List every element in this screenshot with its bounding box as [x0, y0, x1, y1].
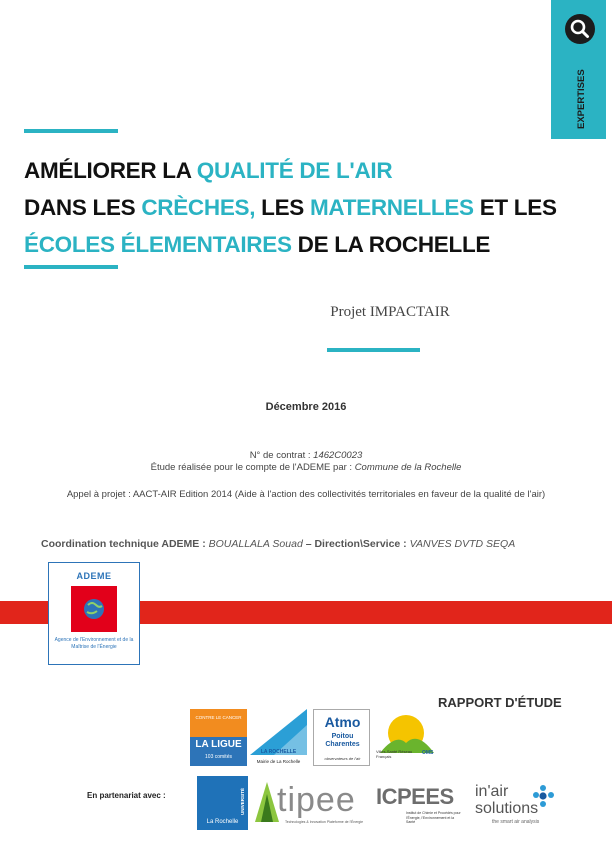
title-line-2	[24, 189, 564, 226]
title-line2-segment: ET LES	[473, 195, 557, 220]
icpees-caption: Institut de Chimie et Procédés pour l'Énergie, l'Environnement et la Santé	[406, 811, 461, 824]
title-line3-segment: ÉCOLES ÉLEMENTAIRES	[24, 232, 292, 257]
partner-label: En partenariat avec :	[87, 791, 166, 800]
title-line3-segment: DE LA ROCHELLE	[291, 232, 491, 257]
call-for-projects: Appel à projet : AACT-AIR Edition 2014 (Aide à l'action des collectivités territoriales en faveur de la qualité de l'air)	[66, 489, 546, 500]
atmo-region: Poitou Charentes	[325, 733, 360, 748]
ligue-main-text: LA LIGUE	[195, 739, 242, 750]
icpees-logo	[376, 784, 466, 830]
contract-line	[0, 450, 612, 461]
report-date: Décembre 2016	[265, 401, 347, 413]
coordination-label: Coordination technique ADEME :	[41, 538, 209, 550]
study-author: Commune de la Rochelle	[354, 462, 462, 473]
ligue-top-text: CONTRE LE CANCER	[195, 715, 242, 720]
title-line2-segment: MATERNELLES	[309, 195, 474, 220]
villes-sante-oms-logo	[376, 709, 436, 766]
coordination-separator: –	[302, 538, 315, 550]
title-line1-segment: QUALITÉ DE L'AIR	[196, 158, 393, 183]
svg-text:EXPERTISES: EXPERTISES	[576, 69, 587, 129]
atmo-caption: observateurs de l'air	[324, 756, 361, 761]
contract-number: 1462C0023	[313, 450, 363, 461]
oms-tag: OMS	[422, 750, 434, 756]
ademe-logo	[48, 562, 140, 665]
service-name: VANVES DVTD SEQA	[409, 538, 516, 550]
title-line2-segment: DANS LES	[24, 195, 142, 220]
atmo-logo	[313, 709, 370, 766]
ademe-logo-name: ADEME	[76, 571, 112, 581]
atmo-name: Atmo	[324, 714, 361, 730]
subtitle-rule	[327, 348, 420, 352]
inair-solutions-logo	[472, 783, 572, 831]
search-icon[interactable]	[565, 14, 595, 44]
title-line-3	[24, 226, 564, 263]
mairie-rochelle-logo	[250, 709, 307, 766]
title-top-rule	[24, 129, 118, 133]
ademe-logo-caption: Agence de l'Environnement et de la Maîtrise de l'Énergie	[54, 637, 134, 650]
expertises-label	[555, 56, 603, 131]
project-name: Projet IMPACTAIR	[330, 304, 450, 320]
title-line2-segment: LES	[255, 195, 310, 220]
title-line1-segment: AMÉLIORER LA	[24, 158, 197, 183]
title-bottom-rule	[24, 265, 118, 269]
globe-icon	[71, 586, 117, 632]
universite-vertical-text: UNIVERSITÉ	[240, 787, 245, 815]
tipee-caption: Technologies & Innovation Plateforme de l'Énergie	[285, 820, 364, 824]
study-line	[0, 462, 612, 473]
rochelle-name: LA ROCHELLE	[260, 749, 297, 755]
rochelle-caption: Mairie de La Rochelle	[256, 759, 301, 764]
service-label: Direction\Service :	[314, 538, 410, 550]
ligue-sub-text: 103 comités	[205, 754, 232, 760]
tipee-name: tipee	[277, 781, 356, 819]
page-title	[24, 152, 564, 263]
title-line-1	[24, 152, 564, 189]
contract-label: N° de contrat :	[249, 450, 314, 461]
coordinator-name: BOUALLALA Souad	[208, 538, 303, 550]
inair-name: in'air	[475, 783, 509, 800]
ligue-cancer-logo	[190, 709, 247, 766]
universite-rochelle-logo	[197, 776, 248, 830]
tipee-logo	[255, 780, 365, 830]
solutions-name: solutions	[475, 800, 539, 817]
icpees-name: ICPEES	[376, 784, 454, 809]
villes-sante-caption: Villes-Santé Réseau Français	[376, 749, 413, 759]
inair-tagline: the smart air analysis	[492, 819, 540, 825]
coordination-line	[41, 538, 515, 550]
expertises-tab	[551, 0, 606, 139]
study-label: Étude réalisée pour le compte de l'ADEME par :	[150, 462, 355, 473]
title-line2-segment: CRÈCHES,	[141, 195, 256, 220]
report-type: RAPPORT D'ÉTUDE	[438, 695, 562, 710]
universite-name: La Rochelle	[206, 819, 239, 825]
